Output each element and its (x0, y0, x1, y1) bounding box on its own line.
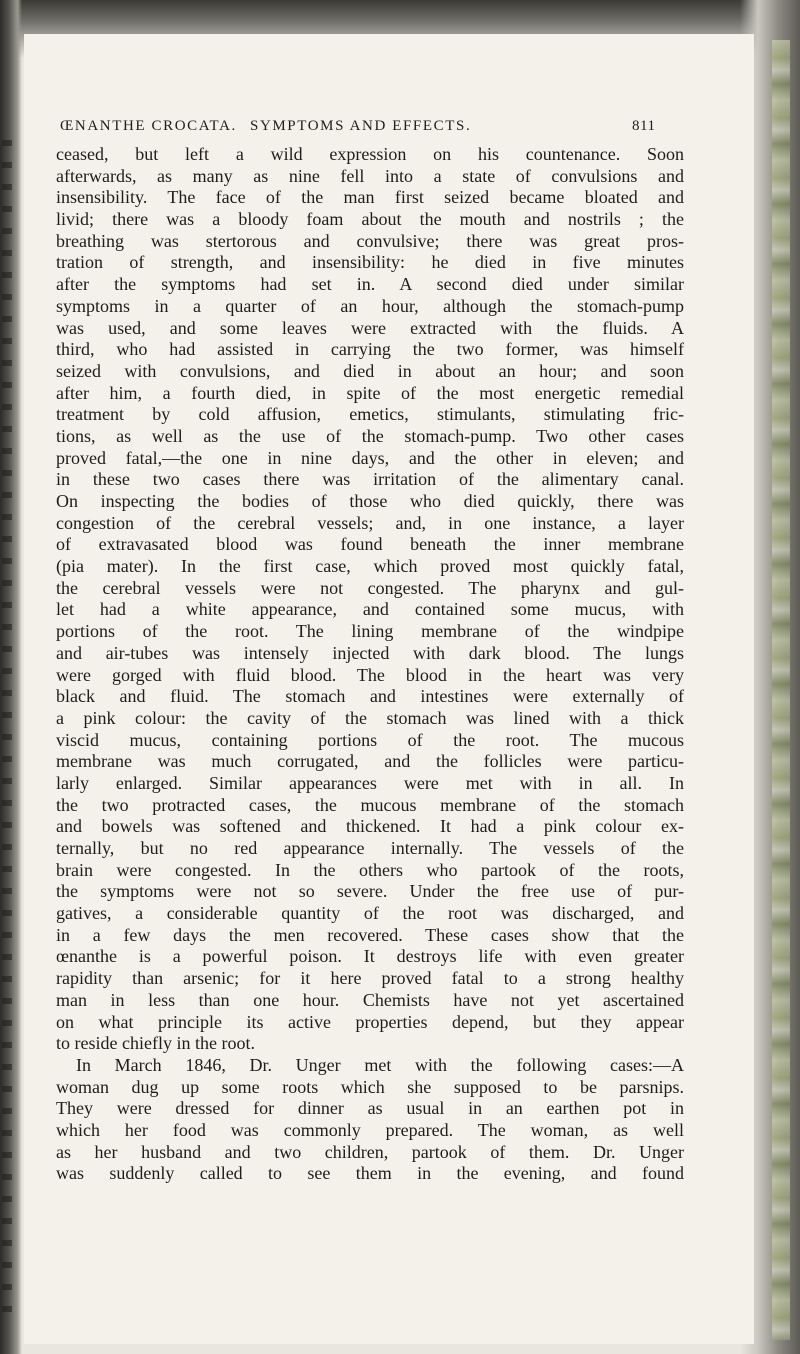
text-line: on what principle its active properties depend, but they appear (56, 1011, 684, 1032)
text-line: gatives, a considerable quantity of the root was discharged, and (56, 903, 684, 924)
text-line: the cerebral vessels were not congested. The pharynx and gul- (56, 577, 684, 598)
text-line: was suddenly called to see them in the evening, and found (56, 1163, 684, 1184)
text-line: rapidity than arsenic; for it here proved fatal to a strong healthy (56, 968, 684, 989)
text-line: the symptoms were not so severe. Under the free use of pur- (56, 881, 684, 902)
text-line: to reside chiefly in the root. (56, 1033, 255, 1054)
text-line: were gorged with fluid blood. The blood in the heart was very (56, 664, 684, 685)
text-line: let had a white appearance, and contained some mucus, with (56, 599, 684, 620)
text-line: insensibility. The face of the man first seized became bloated and (56, 187, 684, 208)
text-line: ternally, but no red appearance internally. The vessels of the (56, 838, 684, 858)
text-line: third, who had assisted in carrying the two former, was himself (56, 339, 684, 360)
text-line: tions, as well as the use of the stomach-pump. Two other cases (56, 425, 684, 446)
running-head (60, 118, 680, 138)
text-line: in these two cases there was irritation of the alimentary canal. (56, 469, 684, 490)
text-line: congestion of the cerebral vessels; and, in one instance, a layer (56, 512, 684, 533)
text-line: the two protracted cases, the mucous membrane of the stomach (56, 794, 684, 815)
text-line: woman dug up some roots which she supposed to be parsnips. (56, 1076, 684, 1097)
text-line: ceased, but left a wild expression on his countenance. Soon (56, 144, 684, 164)
text-line: was used, and some leaves were extracted with the fluids. A (56, 317, 684, 338)
text-line: They were dressed for dinner as usual in an earthen pot in (56, 1098, 684, 1119)
text-line: after him, a fourth died, in spite of the most energetic remedial (56, 382, 684, 403)
running-head-section: SYMPTOMS AND EFFECTS. (250, 118, 472, 134)
text-line: œnanthe is a powerful poison. It destroys life with even greater (56, 946, 684, 967)
page-edge-strip (772, 40, 790, 1340)
text-line: brain were congested. In the others who partook of the roots, (56, 859, 684, 880)
text-line: and air-tubes was intensely injected with dark blood. The lungs (56, 642, 684, 663)
text-line: afterwards, as many as nine fell into a state of convulsions and (56, 165, 684, 186)
text-line: after the symptoms had set in. A second died under similar (56, 274, 684, 295)
text-line: symptoms in a quarter of an hour, although the stomach-pump (56, 295, 684, 316)
text-line: a pink colour: the cavity of the stomach was lined with a thick (56, 707, 684, 728)
text-line: On inspecting the bodies of those who died quickly, there was (56, 491, 684, 511)
text-line: seized with convulsions, and died in about an hour; and soon (56, 360, 684, 381)
binding-marks (2, 140, 12, 1320)
text-line: viscid mucus, containing portions of the root. The mucous (56, 729, 684, 750)
text-line: larly enlarged. Similar appearances were met with in all. In (56, 772, 684, 793)
text-line: of extravasated blood was found beneath the inner membrane (56, 534, 684, 555)
text-line: man in less than one hour. Chemists have not yet ascertained (56, 989, 684, 1010)
scan-left-edge (0, 0, 22, 1354)
text-line: proved fatal,—the one in nine days, and the other in eleven; and (56, 447, 684, 468)
text-line: (pia mater). In the first case, which proved most quickly fatal, (56, 556, 684, 577)
text-line: livid; there was a bloody foam about the mouth and nostrils ; the (56, 209, 684, 230)
running-head-title: ŒNANTHE CROCATA. (60, 118, 237, 134)
text-line: black and fluid. The stomach and intestines were externally of (56, 686, 684, 707)
text-line: tration of strength, and insensibility: he died in five minutes (56, 252, 684, 273)
text-line: which her food was commonly prepared. The woman, as well (56, 1119, 684, 1140)
text-line: as her husband and two children, partook of them. Dr. Unger (56, 1141, 684, 1162)
text-line: and bowels was softened and thickened. It had a pink colour ex- (56, 816, 684, 837)
text-line: breathing was stertorous and convulsive; there was great pros- (56, 230, 684, 251)
text-line: in a few days the men recovered. These cases show that the (56, 924, 684, 945)
text-line: treatment by cold affusion, emetics, stimulants, stimulating fric- (56, 404, 684, 425)
body-text (56, 144, 684, 1185)
page-number: 811 (632, 118, 656, 134)
text-line: In March 1846, Dr. Unger met with the following cases:—A (76, 1054, 684, 1075)
text-line: membrane was much corrugated, and the follicles were particu- (56, 751, 684, 772)
text-line: portions of the root. The lining membrane of the windpipe (56, 621, 684, 642)
